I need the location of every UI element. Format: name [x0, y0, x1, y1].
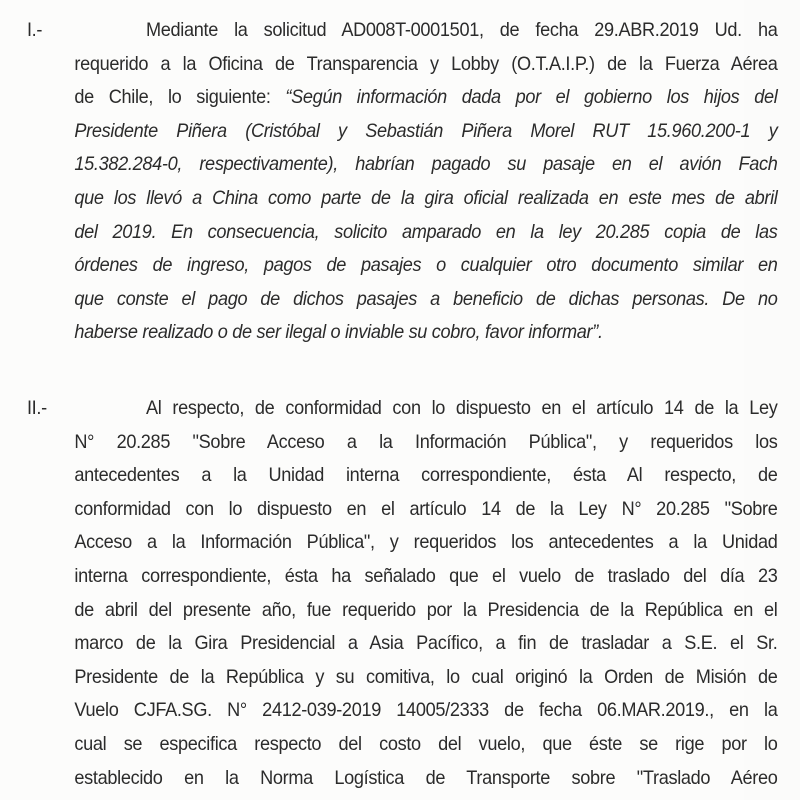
text-line	[74, 661, 777, 695]
quoted-text: del 2019. En consecuencia, solicito amparado en la ley 20.285 copia de las	[74, 220, 778, 243]
quoted-text: “Según información dada por el gobierno los hijos del	[285, 86, 778, 109]
section-number: II.-	[26, 397, 47, 419]
text-line	[74, 493, 777, 527]
quoted-text: que los llevó a China como parte de la gira oficial realizada en este mes de abril	[74, 186, 778, 209]
text-line	[74, 392, 777, 426]
text-line	[74, 526, 777, 560]
body-text: Presidente de la República y su comitiva, lo cual originó la Orden de Misión de	[74, 665, 778, 688]
quoted-text: 15.382.284-0, respectivamente), habrían pagado su pasaje en el avión Fach	[74, 153, 778, 176]
text-line	[74, 182, 777, 216]
text-line	[74, 148, 777, 182]
body-text: marco de la Gira Presidencial a Asia Pacífico, a fin de trasladar a S.E. el Sr.	[74, 632, 778, 655]
body-text: Mediante la solicitud AD008T-0001501, de fecha 29.ABR.2019 Ud. ha	[146, 19, 778, 41]
body-text: Al respecto, de conformidad con lo dispuesto en el artículo 14 de la Ley	[146, 397, 778, 419]
body-text: conformidad con lo dispuesto en el artículo 14 de la Ley N° 20.285 "Sobre	[74, 497, 778, 520]
text-line	[74, 694, 777, 728]
quoted-text: que conste el pago de dichos pasajes a beneficio de dichas personas. De no	[74, 287, 778, 310]
text-line	[74, 48, 777, 82]
text-line	[74, 762, 777, 796]
text-line	[74, 594, 777, 628]
text-line	[74, 560, 777, 594]
body-text: antecedentes a la Unidad interna correspondiente, ésta Al respecto, de	[74, 464, 778, 487]
section-body	[74, 14, 777, 350]
text-line	[74, 115, 777, 149]
section-number: I.-	[26, 19, 43, 41]
text-line	[74, 459, 777, 493]
section-body	[74, 392, 777, 795]
text-line	[74, 283, 777, 317]
body-text: interna correspondiente, ésta ha señalado que el vuelo de traslado del día 23	[74, 564, 778, 587]
section-2	[27, 392, 778, 795]
quoted-text: órdenes de ingreso, pagos de pasajes o cualquier otro documento similar en	[74, 254, 778, 277]
body-text: de abril del presente año, fue requerido por la Presidencia de la República en el	[74, 598, 778, 621]
text-line	[74, 249, 777, 283]
quoted-text: haberse realizado o de ser ilegal o inviable su cobro, favor informar”.	[74, 321, 603, 344]
text-line	[74, 216, 777, 250]
body-text: requerido a la Oficina de Transparencia y Lobby (O.T.A.I.P.) de la Fuerza Aérea	[74, 52, 778, 75]
body-text: Vuelo CJFA.SG. N° 2412-039-2019 14005/2333 de fecha 06.MAR.2019., en la	[74, 699, 778, 722]
text-line	[74, 426, 777, 460]
body-text: establecido en la Norma Logística de Transporte sobre "Traslado Aéreo	[74, 766, 778, 789]
body-text: N° 20.285 "Sobre Acceso a la Información Pública", y requeridos los	[74, 430, 778, 453]
section-1	[27, 14, 778, 350]
body-text: de Chile, lo siguiente:	[74, 86, 286, 109]
text-line	[74, 728, 777, 762]
body-text: Acceso a la Información Pública", y requeridos los antecedentes a la Unidad	[74, 531, 778, 554]
text-line	[74, 316, 777, 350]
text-line	[74, 14, 777, 48]
body-text: cual se especifica respecto del costo del vuelo, que éste se rige por lo	[74, 732, 778, 755]
quoted-text: Presidente Piñera (Cristóbal y Sebastián Piñera Morel RUT 15.960.200-1 y	[74, 119, 778, 142]
text-line	[74, 81, 777, 115]
text-line	[74, 627, 777, 661]
